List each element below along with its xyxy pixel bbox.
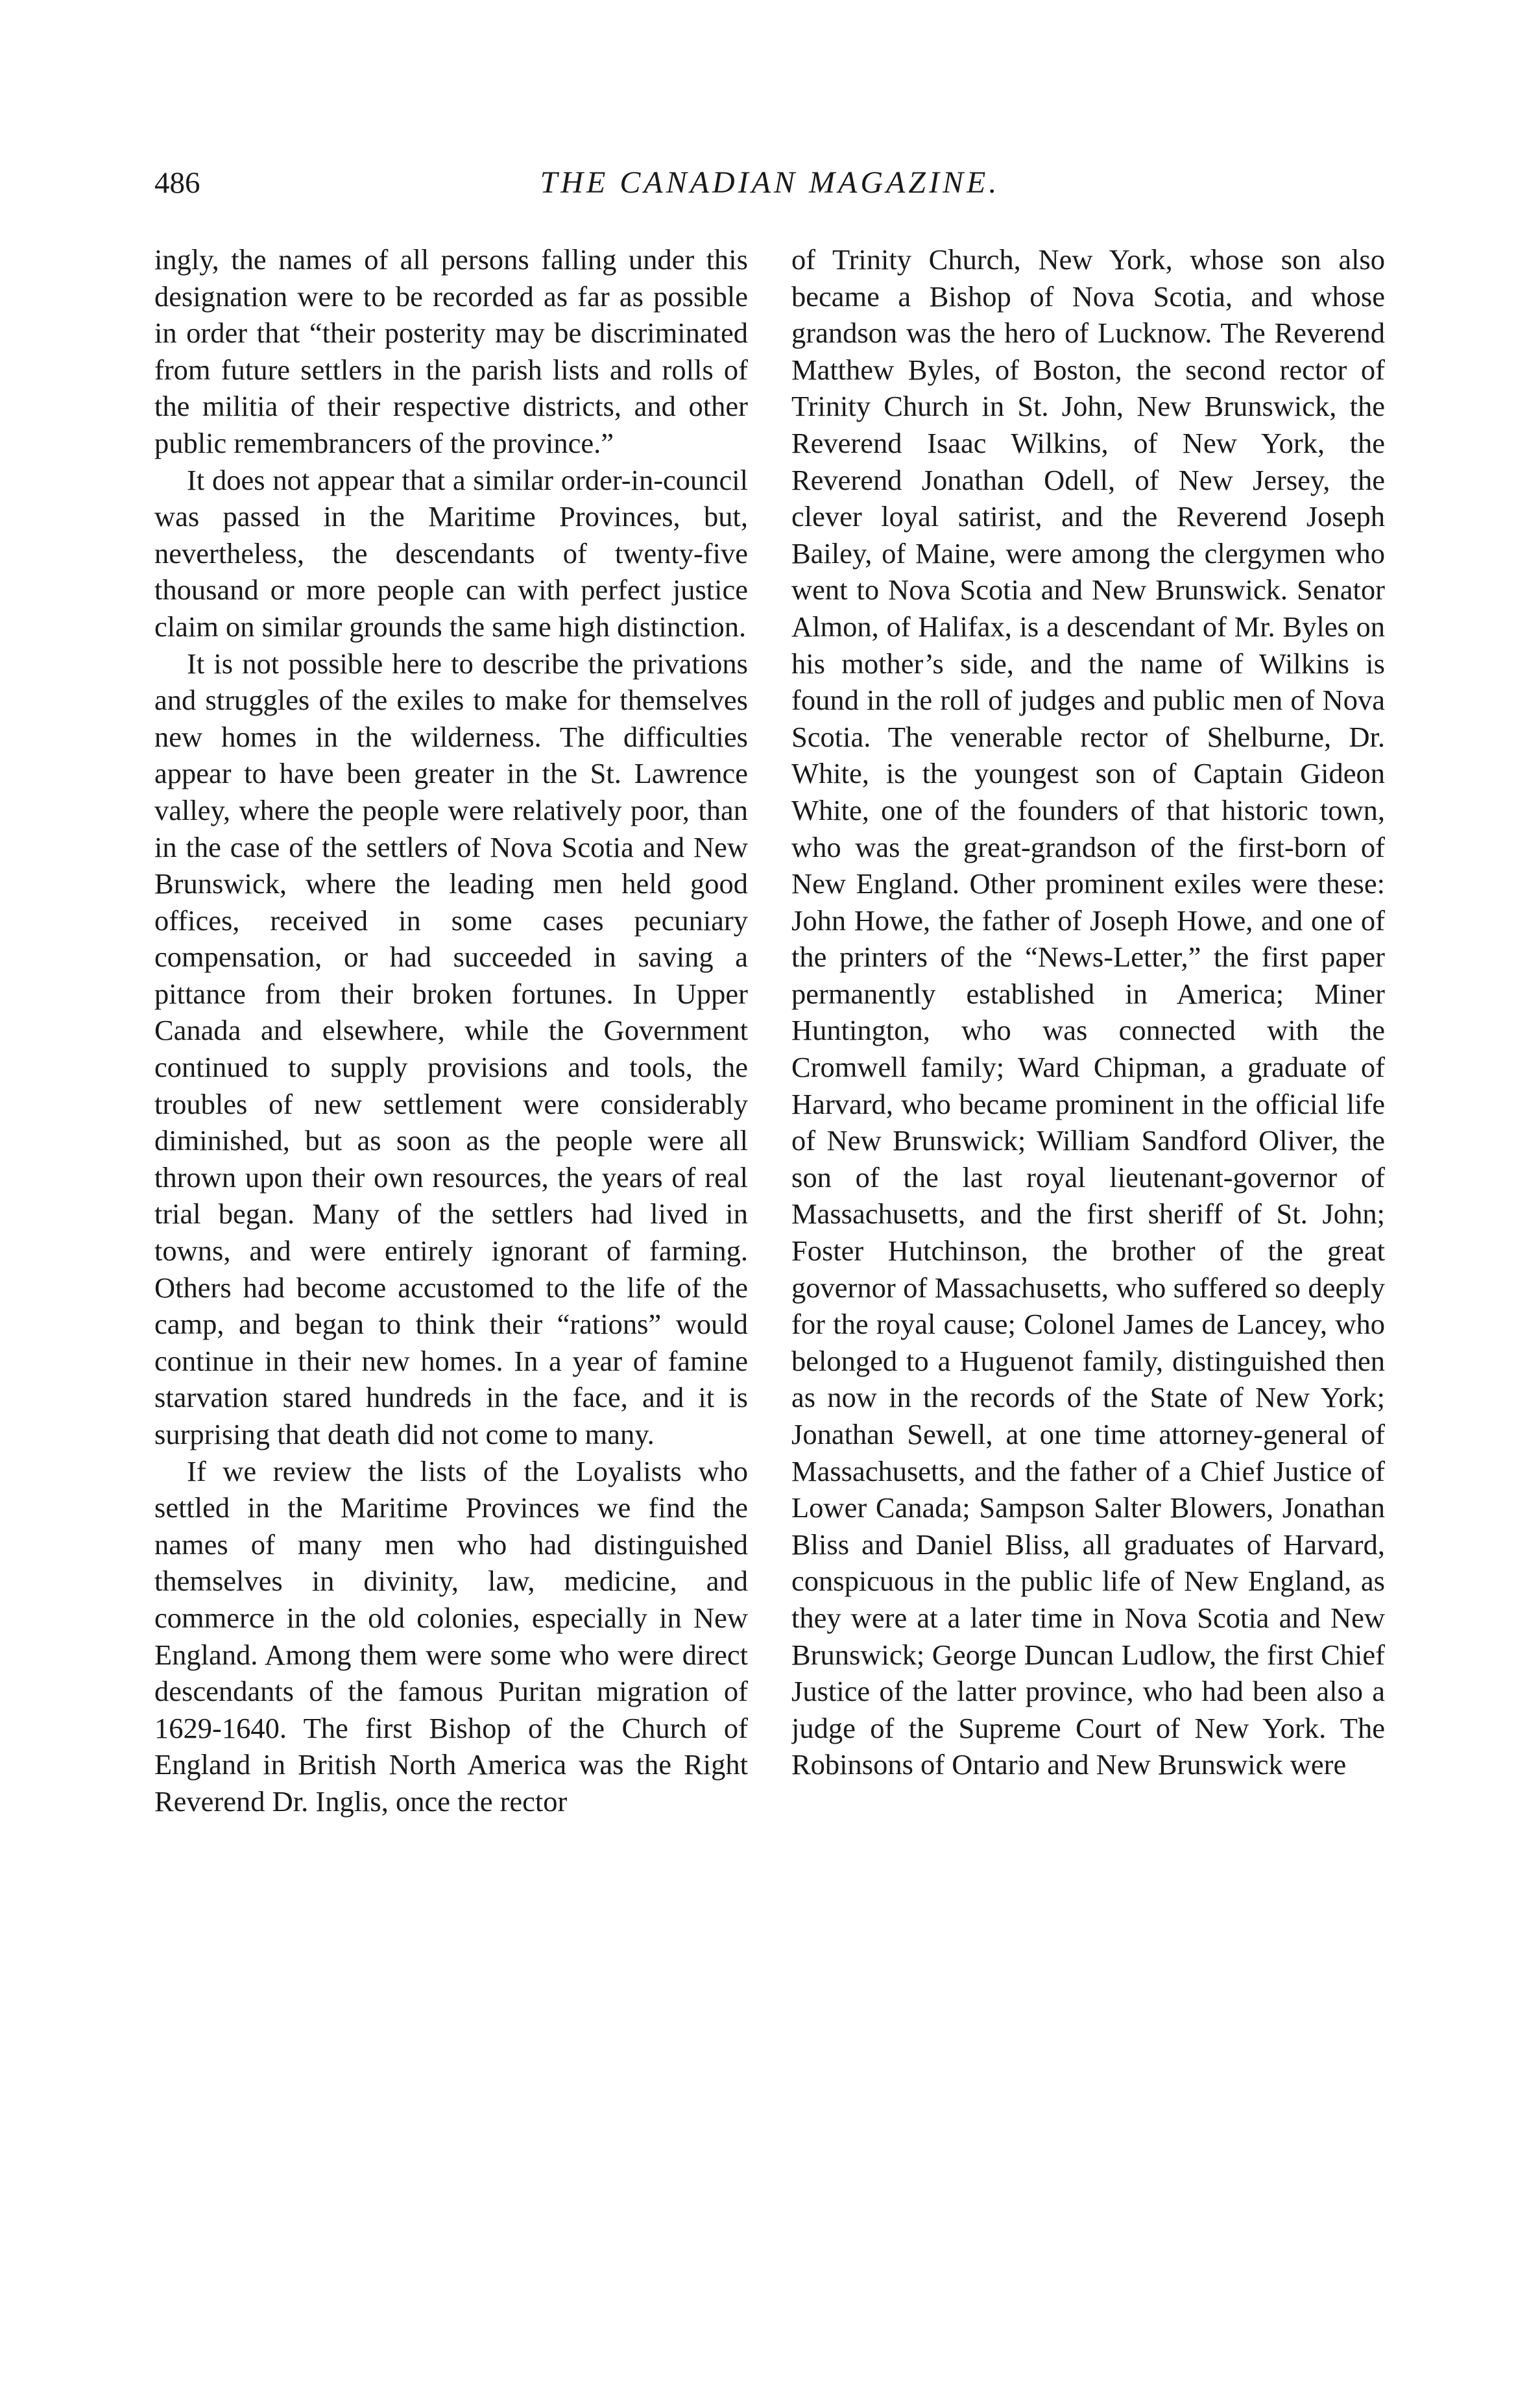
paragraph: It is not possible here to describe the privations and struggles of the exiles to make for themselves new homes in the wilderness. The difficulties appear to have been greater in the St. Lawrence valley, where the people were relatively poor, than in the case of the settlers of Nova Scotia and New Brunswick, where the leading men held good offices, received in some cases pecuniary compensation, or had succeeded in saving a pittance from their broken fortunes. In Upper Canada and elsewhere, while the Government continued to supply provisions and tools, the troubles of new settlement were considerably diminished, but as soon as the people were all thrown upon their own resources, the years of real trial began. Many of the settlers had lived in towns, and were entirely ignorant of farming. Others had become accustomed to the life of the camp, and began to think their “rations” would continue in their new homes. In a year of famine starvation stared hundreds in the face, and it is surprising that death did not come to many.: [154, 647, 748, 1450]
right-column: [791, 241, 1385, 2207]
paragraph: It does not appear that a similar order-in-council was passed in the Maritime Provinces, but, nevertheless, the descendants of twenty-five thousand or more people can with perfect justice claim on similar grounds the same high distinction.: [154, 463, 748, 643]
paragraph: ingly, the names of all persons falling under this designation were to be recorded as far as possible in order that “their posterity may be discriminated from future settlers in the parish lists and rolls of the militia of their respective districts, and other public remembrancers of the province.”: [154, 243, 748, 459]
page-number: 486: [154, 166, 200, 200]
left-column: [154, 241, 748, 2207]
paragraph: of Trinity Church, New York, whose son also became a Bishop of Nova Scotia, and whose grandson was the hero of Lucknow. The Reverend Matthew Byles, of Boston, the second rector of Trinity Church in St. John, New Brunswick, the Reverend Isaac Wilkins, of New York, the Reverend Jonathan Odell, of New Jersey, the clever loyal satirist, and the Reverend Joseph Bailey, of Maine, were among the clergymen who went to Nova Scotia and New Brunswick. Senator Almon, of Halifax, is a descendant of Mr. Byles on his mother’s side, and the name of Wilkins is found in the roll of judges and public men of Nova Scotia. The venerable rector of Shelburne, Dr. White, is the youngest son of Captain Gideon White, one of the founders of that historic town, who was the great-grandson of the first-born of New England. Other prominent exiles were these: John Howe, the father of Joseph Howe, and one of the printers of the “News-Letter,” the first paper permanently established in America; Miner Huntington, who was connected with the Cromwell family; Ward Chipman, a graduate of Harvard, who became prominent in the official life of New Brunswick; William Sandford Oliver, the son of the last royal lieutenant-governor of Massachusetts, and the first sheriff of St. John; Foster Hutchinson, the brother of the great governor of Massachusetts, who suffered so deeply for the royal cause; Colonel James de Lancey, who belonged to a Huguenot family, distinguished then as now in the records of the State of New York; Jonathan Sewell, at one time attorney-general of Massachusetts, and the father of a Chief Justice of Lower Canada; Sampson Salter Blowers, Jonathan Bliss and Daniel Bliss, all graduates of Harvard, conspicuous in the public life of New England, as they were at a later time in Nova Scotia and New Brunswick; George Duncan Ludlow, the first Chief Justice of the latter province, who had been also a judge of the Supreme Court of New York. The Robinsons of Ontario and New Brunswick were: [791, 243, 1385, 1781]
running-head: THE CANADIAN MAGAZINE.: [540, 165, 1000, 200]
paragraph: If we review the lists of the Loyalists who settled in the Maritime Provinces we find the names of many men who had distinguished themselves in divinity, law, medicine, and commerce in the old colonies, especially in New England. Among them were some who were direct descendants of the famous Puritan migration of 1629-1640. The first Bishop of the Church of England in British North America was the Right Reverend Dr. Inglis, once the rector: [154, 1454, 748, 1818]
